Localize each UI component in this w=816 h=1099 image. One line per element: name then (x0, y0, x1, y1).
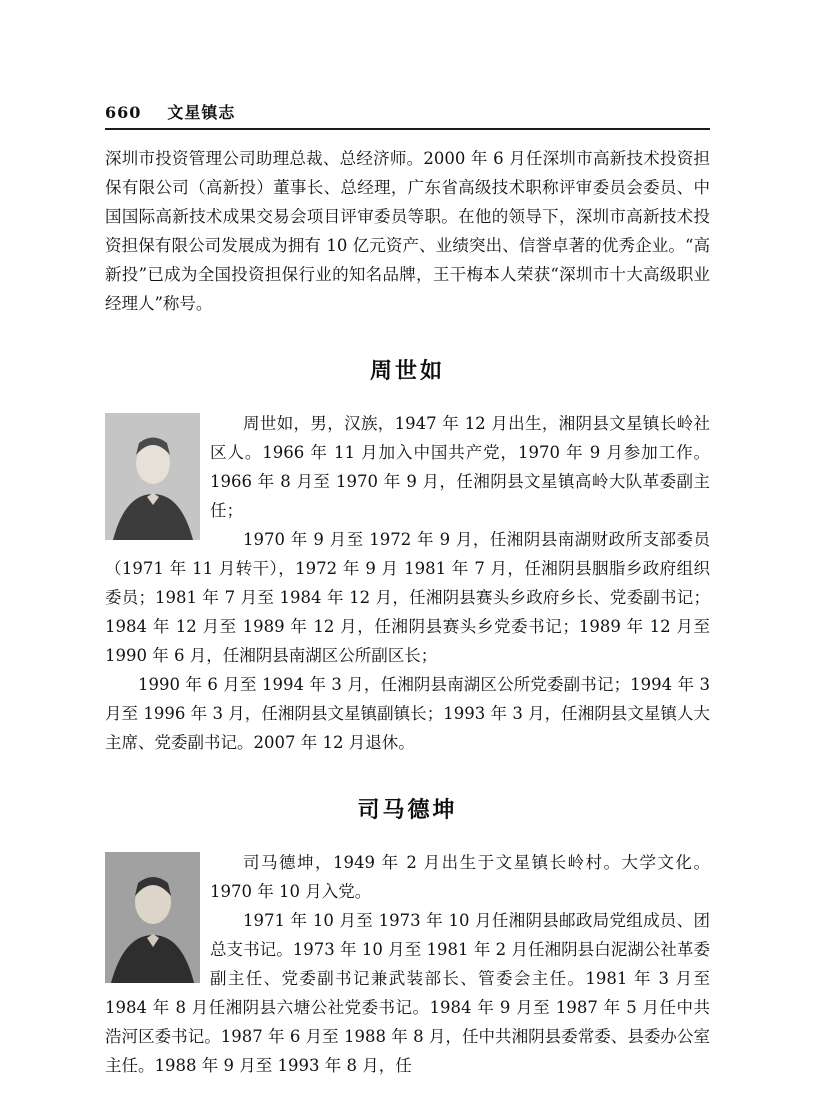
portrait-photo-icon (105, 413, 200, 540)
book-title: 文星镇志 (167, 103, 236, 122)
bio-paragraph: 1970 年 9 月至 1972 年 9 月，任湘阴县南湖财政所支部委员（1971 年 11 月转干），1972 年 9 月 1981 年 7 月，任湘阴县胭脂乡政府组织委员；1981 年 7 月至 1984 年 12 月，任湘阴县赛头乡政府乡长、党委副书记；1984 年 12 月至 1989 年 12 月，任湘阴县赛头乡党委书记；1989 年 12 月至 1990 年 6 月，任湘阴县南湖区公所副区长； (105, 530, 710, 665)
biography-section-sima-dekun (105, 793, 710, 1080)
page-header (105, 100, 710, 128)
section-heading: 司马德坤 (357, 798, 458, 823)
header-rule (105, 128, 710, 130)
bio-paragraph: 周世如，男，汉族，1947 年 12 月出生，湘阴县文星镇长岭社区人。1966 年 11 月加入中国共产党，1970 年 9 月参加工作。1966 年 8 月至 1970 年 9 月，任湘阴县文星镇高岭大队革委副主任； (210, 414, 710, 520)
section-body (105, 848, 710, 1080)
intro-paragraph: 深圳市投资管理公司助理总裁、总经济师。2000 年 6 月任深圳市高新技术投资担保有限公司（高新投）董事长、总经理，广东省高级技术职称评审委员会委员、中国国际高新技术成果交易会项目评审委员等职。在他的领导下，深圳市高新技术投资担保有限公司发展成为拥有 10 亿元资产、业绩突出、信誉卓著的优秀企业。“高新投”已成为全国投资担保行业的知名品牌，王干梅本人荣获“深圳市十大高级职业经理人”称号。 (105, 149, 710, 313)
bio-paragraph: 司马德坤，1949 年 2 月出生于文星镇长岭村。大学文化。1970 年 10 月入党。 (210, 853, 710, 901)
portrait-photo-icon (105, 852, 200, 983)
biography-section-zhou-shiru (105, 354, 710, 757)
page-number: 660 (105, 103, 142, 122)
bio-paragraph: 1971 年 10 月至 1973 年 10 月任湘阴县邮政局党组成员、团总支书记。1973 年 10 月至 1981 年 2 月任湘阴县白泥湖公社革委副主任、党委副书记兼武装部长、管委会主任。1981 年 3 月至 1984 年 8 月任湘阴县六塘公社党委书记。1984 年 9 月至 1987 年 5 月任中共浩河区委书记。1987 年 6 月至 1988 年 8 月，任中共湘阴县委常委、县委办公室主任。1988 年 9 月至 1993 年 8 月，任 (105, 911, 710, 1075)
section-body (105, 409, 710, 757)
section-heading: 周世如 (369, 359, 445, 384)
bio-paragraph: 1990 年 6 月至 1994 年 3 月，任湘阴县南湖区公所党委副书记；1994 年 3 月至 1996 年 3 月，任湘阴县文星镇副镇长；1993 年 3 月，任湘阴县文星镇人大主席、党委副书记。2007 年 12 月退休。 (105, 675, 710, 752)
